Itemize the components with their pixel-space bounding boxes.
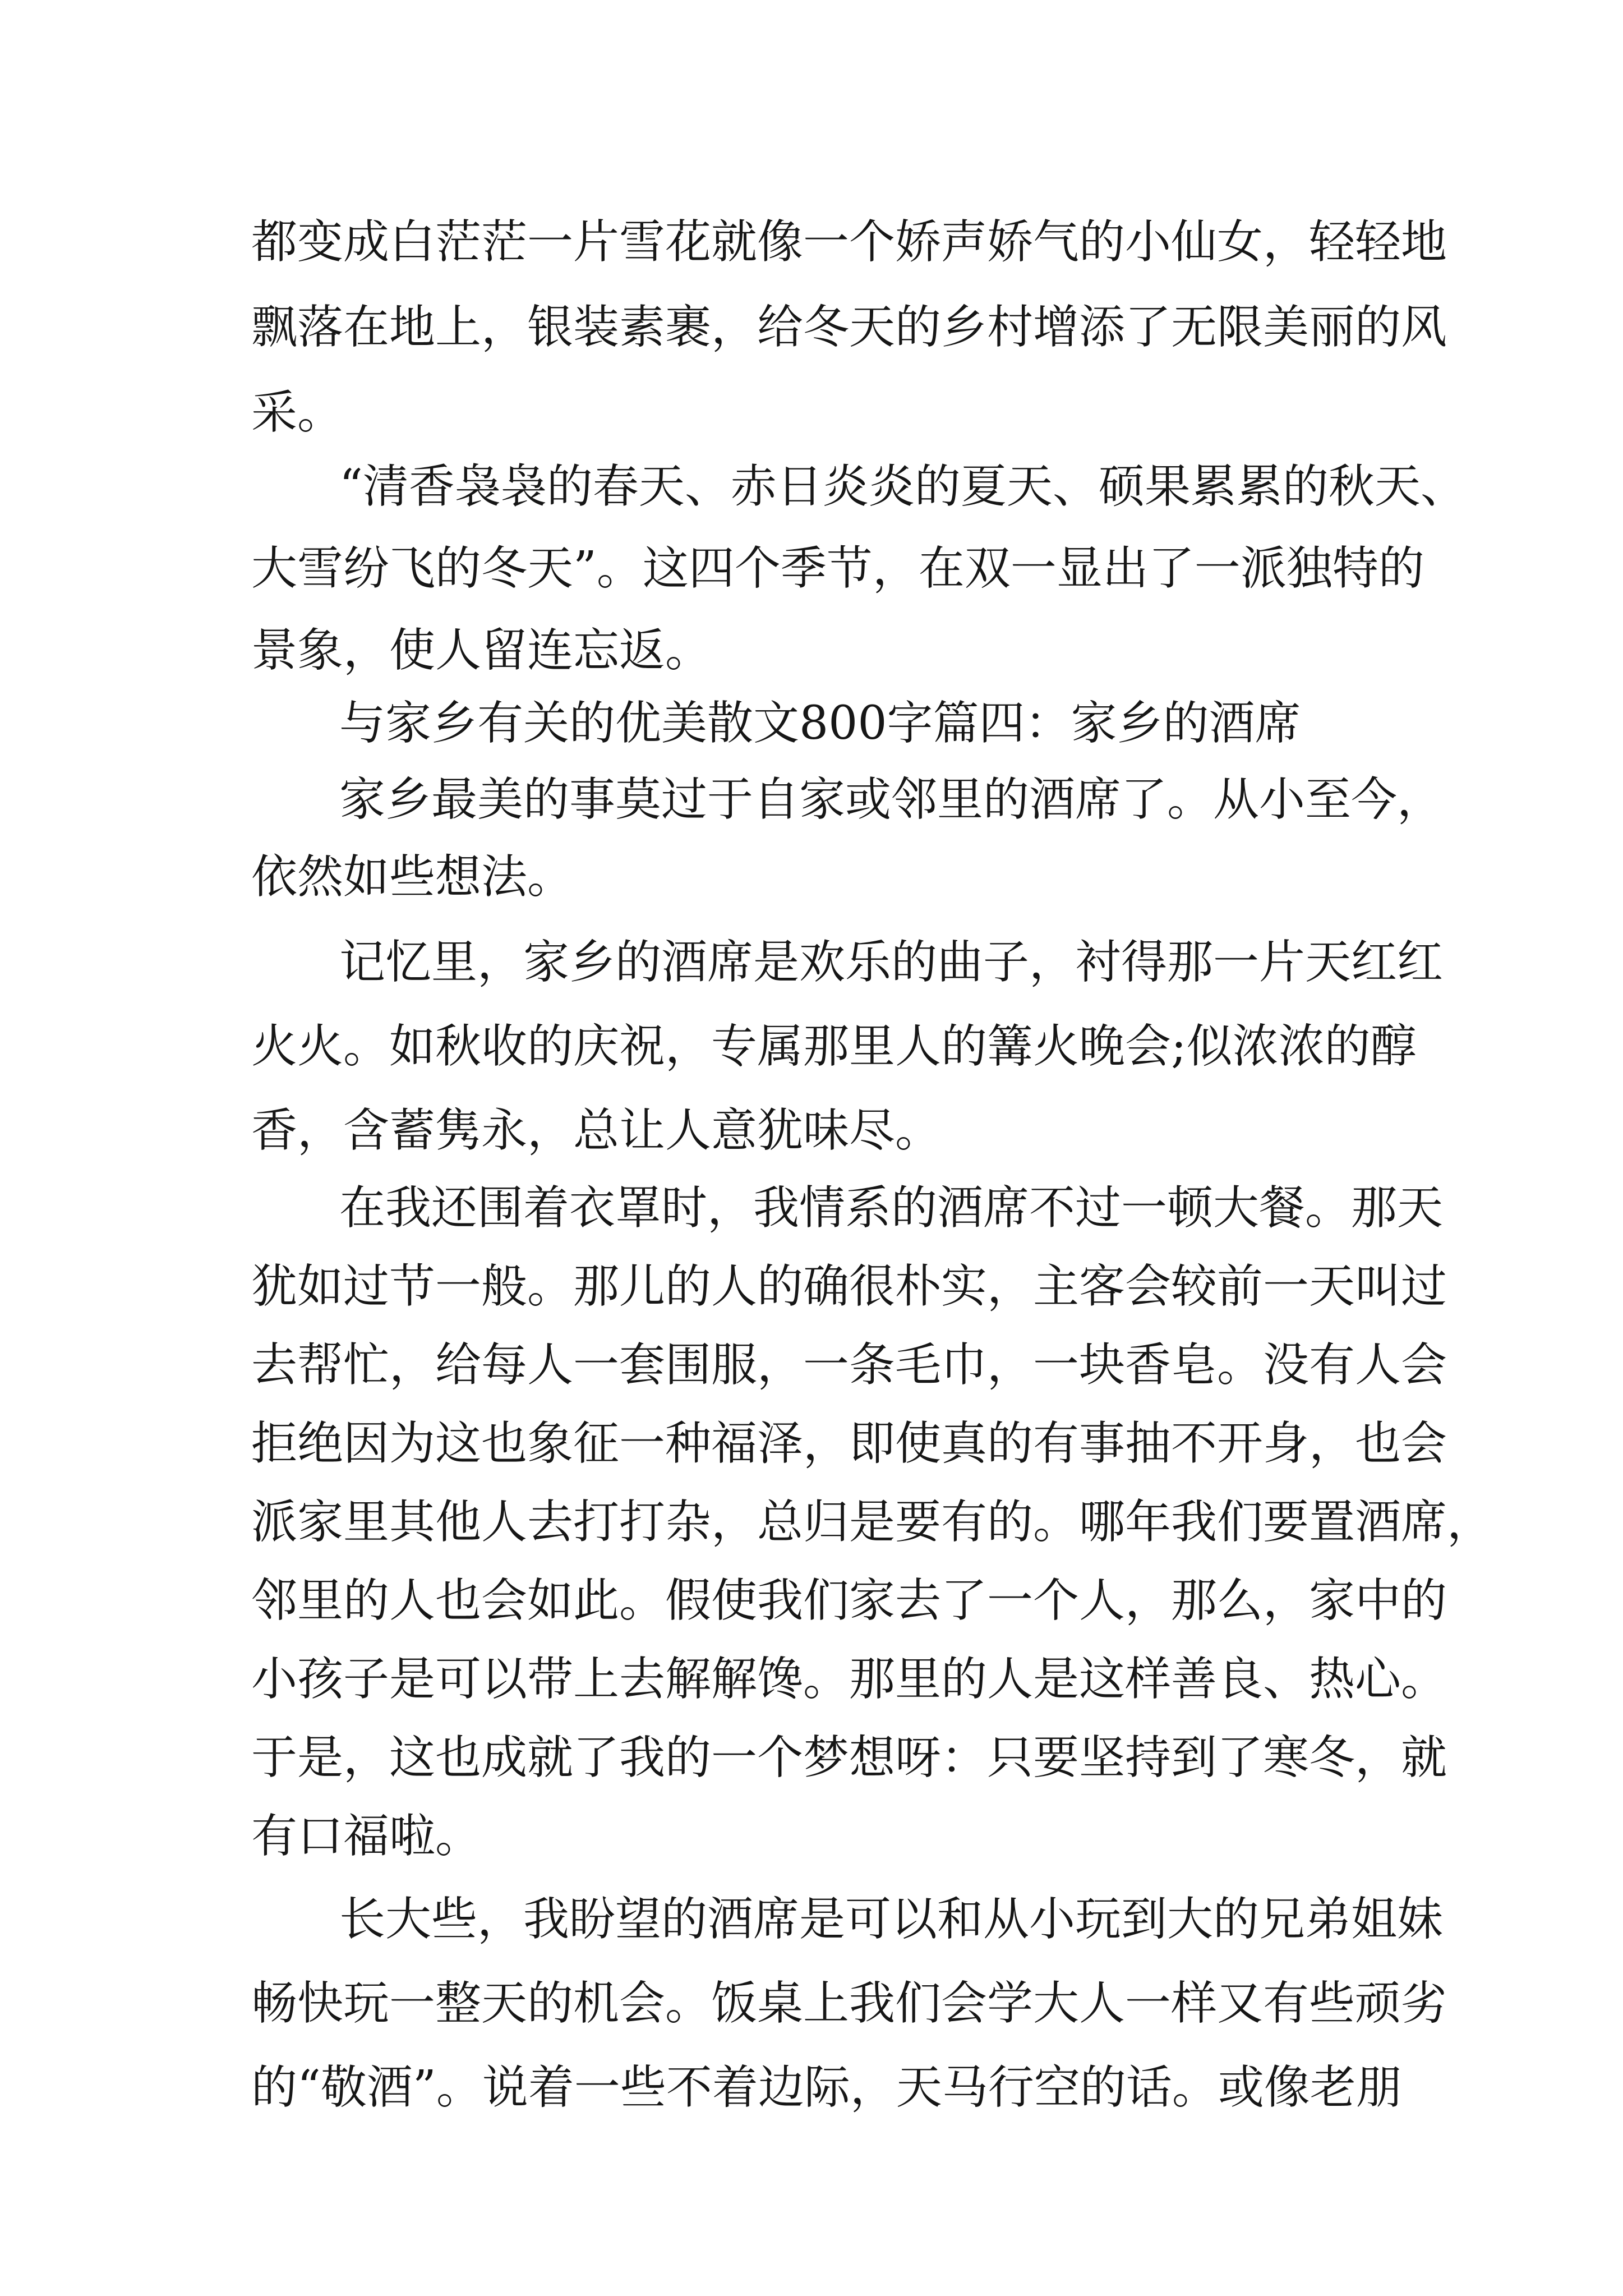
- text-line: “清香袅袅的春天、赤日炎炎的夏天、硕果累累的秋天、: [339, 460, 1467, 513]
- text-line: 于是，这也成就了我的一个梦想呀：只要坚持到了寒冬，就: [251, 1731, 1447, 1784]
- text-line: 畅快玩一整天的机会。饭桌上我们会学大人一样又有些顽劣: [251, 1977, 1447, 2030]
- text-line: 派家里其他人去打打杂，总归是要有的。哪年我们要置酒席，: [251, 1496, 1493, 1549]
- text-line: 都变成白茫茫一片雪花就像一个娇声娇气的小仙女，轻轻地: [251, 215, 1447, 269]
- text-line: 香，含蓄隽永，总让人意犹味尽。: [251, 1104, 942, 1157]
- text-line: 记忆里，家乡的酒席是欢乐的曲子，衬得那一片天红红: [339, 936, 1444, 989]
- text-line: 拒绝因为这也象征一种福泽，即使真的有事抽不开身，也会: [251, 1417, 1447, 1470]
- text-line: 去帮忙，给每人一套围服，一条毛巾，一块香皂。没有人会: [251, 1338, 1447, 1392]
- text-line: 火火。如秋收的庆祝，专属那里人的篝火晚会;似浓浓的醇: [251, 1020, 1417, 1073]
- text-line: 飘落在地上，银装素裹，给冬天的乡村增添了无限美丽的风: [251, 301, 1447, 354]
- text-line: 长大些，我盼望的酒席是可以和从小玩到大的兄弟姐妹: [339, 1893, 1444, 1946]
- text-line: 的“敬酒”。说着一些不着边际，天马行空的话。或像老朋: [251, 2061, 1402, 2114]
- text-line: 景象，使人留连忘返。: [251, 624, 712, 677]
- text-line: 有口福啦。: [251, 1810, 482, 1863]
- text-line: 邻里的人也会如此。假使我们家去了一个人，那么，家中的: [251, 1574, 1447, 1627]
- text-line: 犹如过节一般。那儿的人的确很朴实，主客会较前一天叫过: [251, 1260, 1447, 1313]
- text-line: 在我还围着衣罩时，我情系的酒席不过一顿大餐。那天: [339, 1181, 1444, 1235]
- text-line: 大雪纷飞的冬天”。这四个季节，在双一显出了一派独特的: [251, 542, 1424, 595]
- text-line: 采。: [251, 386, 344, 439]
- section-heading: 与家乡有关的优美散文800字篇四：家乡的酒席: [339, 697, 1301, 750]
- text-line: 小孩子是可以带上去解解馋。那里的人是这样善良、热心。: [251, 1653, 1447, 1706]
- text-line: 家乡最美的事莫过于自家或邻里的酒席了。从小至今，: [339, 773, 1444, 826]
- text-line: 依然如些想法。: [251, 850, 574, 904]
